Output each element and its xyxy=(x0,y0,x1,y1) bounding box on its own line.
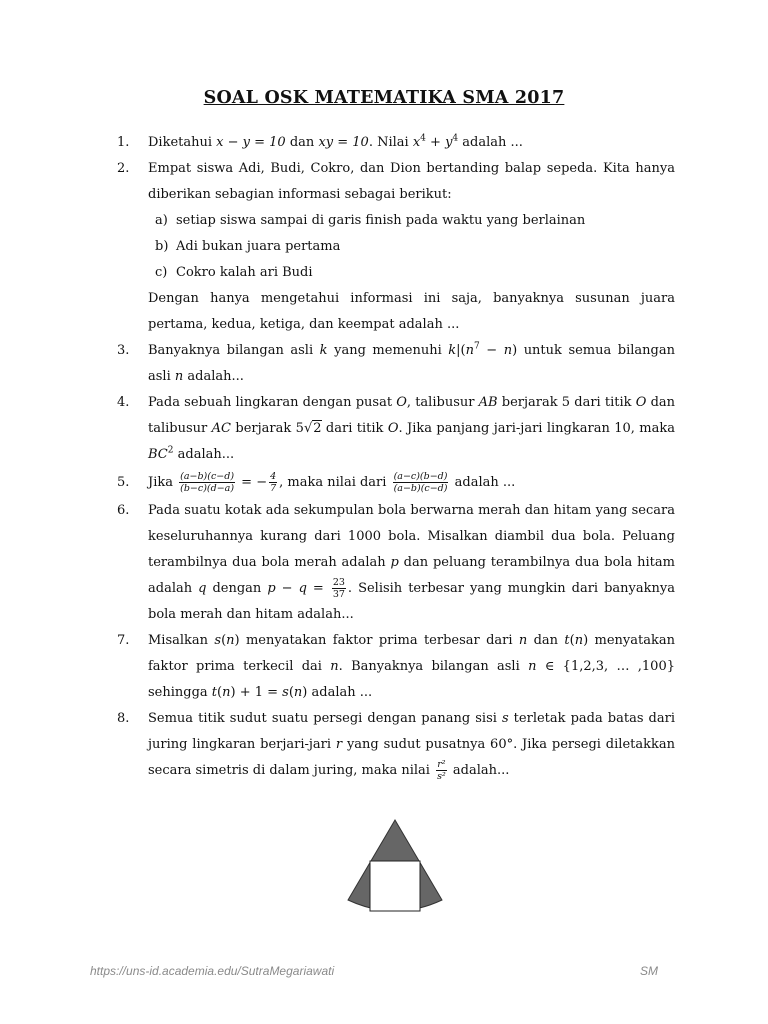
problem-number: 3. xyxy=(117,343,130,358)
problem-4: 4. Pada sebuah lingkaran dengan pusat O, talibusur AB berjarak 5 dari titik O dan talibusur AC berjarak 5√2 dari titik O. Jika panjang jari-jari lingkaran 10, maka $BC^2$ adalah... xyxy=(117,390,675,468)
problem-number: 1. xyxy=(117,135,130,150)
inscribed-square xyxy=(370,861,420,911)
problem-number: 4. xyxy=(117,395,130,410)
list-item: c) Cokro kalah ari Budi xyxy=(155,265,313,280)
problem-number: 2. xyxy=(117,161,130,176)
problem-list xyxy=(117,130,675,784)
list-item: b) Adi bukan juara pertama xyxy=(155,239,341,254)
problem-7: 7. Misalkan s(n) menyatakan faktor prima terbesar dari n dan t(n) menyatakan faktor prima terkecil dai n. Banyaknya bilangan asli n ∈ {1,2,3, … ,100} sehingga t(n) + 1 = s(n) adalah ... xyxy=(117,628,675,706)
problem-number: 8. xyxy=(117,711,130,726)
problem-8: 8. Semua titik sudut suatu persegi dengan panang sisi s terletak pada batas dari juring lingkaran berjari-jari r yang sudut pusatnya 60°. Jika persegi diletakkan secara simetris di dalam juring, maka nilai $\frac{\text{r²}}{\text{s²}}$ adalah... xyxy=(117,706,675,784)
footer-url[interactable]: https://uns-id.academia.edu/SutraMegariawati xyxy=(90,964,335,978)
problem-2: 2. Empat siswa Adi, Budi, Cokro, dan Dion bertanding balap sepeda. Kita hanya diberikan sebagian informasi sebagai berikut: a) setiap siswa sampai di garis finish pada waktu yang berlainan b) Adi bukan juara pertama c) Cokro kalah ari Budi Dengan hanya mengetahui informasi ini saja, banyaknya susunan juara pertama, kedua, ketiga, dan keempat adalah ... xyxy=(117,156,675,338)
problem-number: 7. xyxy=(117,633,130,648)
page-title: SOAL OSK MATEMATIKA SMA 2017 xyxy=(203,88,565,108)
problem-number: 5. xyxy=(117,475,130,490)
problem-6: 6. Pada suatu kotak ada sekumpulan bola berwarna merah dan hitam yang secara keseluruhannya kurang dari 1000 bola. Misalkan diambil dua bola. Peluang terambilnya dua bola merah adalah p dan peluang terambilnya dua bola hitam adalah q dengan p − q = $\frac{23}{37}$ . Selisih terbesar yang mungkin dari banyaknya bola merah dan hitam adalah... xyxy=(117,498,675,628)
list-item: a) setiap siswa sampai di garis finish pada waktu yang berlainan xyxy=(155,213,586,228)
problem-5: 5. Jika $\frac{(a-b)(c-d)}{(b-c)(d-a)}$ = − $\frac{4}{7}$ , maka nilai dari $\frac{(a-c)(b-d)}{(a-b)(c-d)}$ adalah ... xyxy=(117,468,675,498)
sector-square-figure xyxy=(340,818,450,918)
problem-3: 3. Banyaknya bilangan asli k yang memenuhi $k|(n^7 - n)$ untuk semua bilangan asli n adalah... xyxy=(117,338,675,390)
footer-initials: SM xyxy=(640,964,658,978)
problem-number: 6. xyxy=(117,503,130,518)
problem-1: 1. Diketahui x − y = 10 dan xy = 10. Nilai $x^4 + y^4$ adalah ... xyxy=(117,130,675,156)
